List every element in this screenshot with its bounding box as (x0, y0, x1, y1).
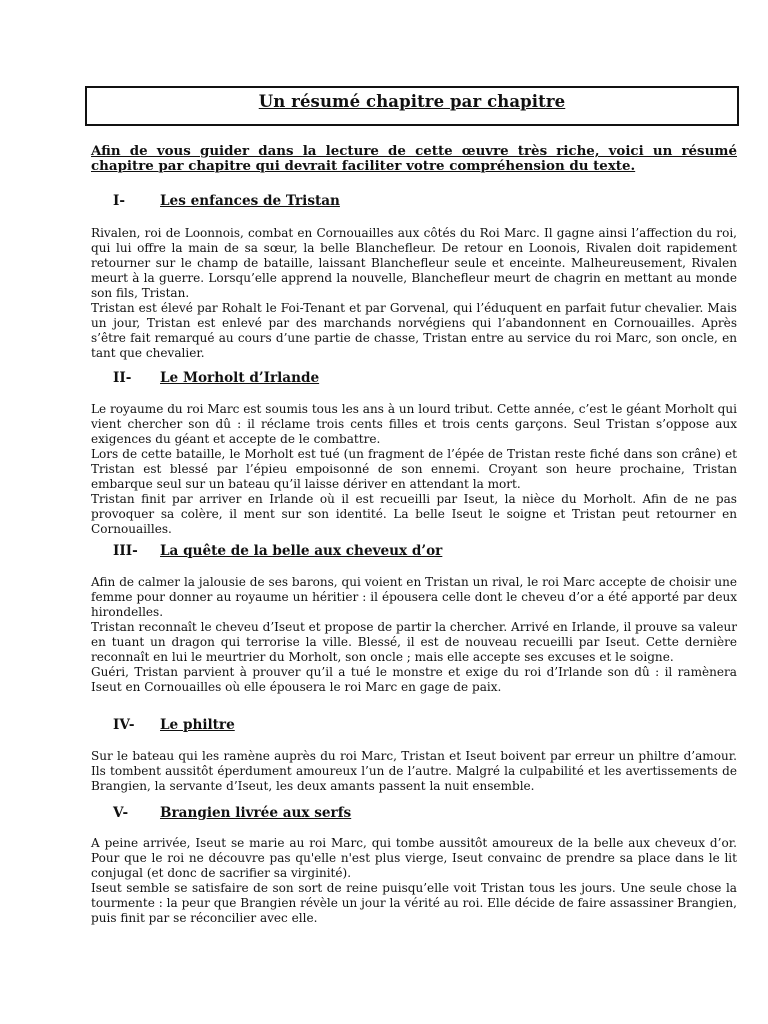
intro-paragraph: Afin de vous guider dans la lecture de cette œuvre très riche, voici un résumé chapitre par chapitre qui devrait faciliter votre compréhension du texte. (91, 143, 737, 174)
section-number: I- (113, 193, 126, 209)
section-heading-1 (113, 193, 340, 209)
section-heading-3 (113, 543, 442, 559)
section-number: II- (113, 370, 132, 386)
section-title: Brangien livrée aux serfs (160, 805, 352, 821)
section-number: III- (113, 543, 138, 559)
section-body-4 (91, 749, 737, 794)
section-title: Le philtre (160, 717, 235, 733)
paragraph: Afin de calmer la jalousie de ses barons, qui voient en Tristan un rival, le roi Marc accepte de choisir une femme pour donner au royaume un héritier : il épousera celle dont le cheveu d’or a été apporté par deux hirondelles. (91, 575, 737, 620)
section-title: La quête de la belle aux cheveux d’or (160, 543, 443, 559)
paragraph: Tristan reconnaît le cheveu d’Iseut et propose de partir la chercher. Arrivé en Irlande, il prouve sa valeur en tuant un dragon qui terrorise la ville. Blessé, il est de nouveau recueilli par Iseut. Cette dernière reconnaît en lui le meurtrier du Morholt, son oncle ; mais elle accepte ses excuses et le soigne. (91, 620, 737, 665)
paragraph: Rivalen, roi de Loonnois, combat en Cornouailles aux côtés du Roi Marc. Il gagne ainsi l’affection du roi, qui lui offre la main de sa sœur, la belle Blanchefleur. De retour en Loonois, Rivalen doit rapidement retourner sur le champ de bataille, laissant Blanchefleur seule et enceinte. Malheureusement, Rivalen meurt à la guerre. Lorsqu’elle apprend la nouvelle, Blanchefleur meurt de chagrin en mettant au monde son fils, Tristan. (91, 226, 737, 301)
paragraph: Iseut semble se satisfaire de son sort de reine puisqu’elle voit Tristan tous les jours. Une seule chose la tourmente : la peur que Brangien révèle un jour la vérité au roi. Elle décide de faire assassiner Brangien, puis finit par se réconcilier avec elle. (91, 881, 737, 926)
section-heading-2 (113, 370, 319, 386)
paragraph: Tristan est élevé par Rohalt le Foi-Tenant et par Gorvenal, qui l’éduquent en parfait futur chevalier. Mais un jour, Tristan est enlevé par des marchands norvégiens qui l’abandonnent en Cornouailles. Après s’être fait remarqué au cours d’une partie de chasse, Tristan entre au service du roi Marc, son oncle, en tant que chevalier. (91, 301, 737, 361)
paragraph: A peine arrivée, Iseut se marie au roi Marc, qui tombe aussitôt amoureux de la belle aux cheveux d’or. Pour que le roi ne découvre pas qu'elle n'est plus vierge, Iseut convainc de prendre sa place dans le lit conjugal (et donc de sacrifier sa virginité). (91, 836, 737, 881)
paragraph: Tristan finit par arriver en Irlande où il est recueilli par Iseut, la nièce du Morholt. Afin de ne pas provoquer sa colère, il ment sur son identité. La belle Iseut le soigne et Tristan peut retourner en Cornouailles. (91, 492, 737, 537)
section-title: Les enfances de Tristan (160, 193, 340, 209)
section-body-3 (91, 575, 737, 695)
section-number: V- (113, 805, 129, 821)
section-body-5 (91, 836, 737, 926)
paragraph: Sur le bateau qui les ramène auprès du roi Marc, Tristan et Iseut boivent par erreur un philtre d’amour. Ils tombent aussitôt éperdument amoureux l’un de l’autre. Malgré la culpabilité et les avertissements de Brangien, la servante d’Iseut, les deux amants passent la nuit ensemble. (91, 749, 737, 794)
section-body-2 (91, 402, 737, 537)
paragraph: Guéri, Tristan parvient à prouver qu’il a tué le monstre et exige du roi d’Irlande son dû : il ramènera Iseut en Cornouailles où elle épousera le roi Marc en gage de paix. (91, 665, 737, 695)
paragraph: Lors de cette bataille, le Morholt est tué (un fragment de l’épée de Tristan reste fiché dans son crâne) et Tristan est blessé par l’épieu empoisonné de son ennemi. Croyant son heure prochaine, Tristan embarque seul sur un bateau qu’il laisse dériver en attendant la mort. (91, 447, 737, 492)
section-body-1 (91, 226, 737, 361)
section-heading-5 (113, 805, 351, 821)
section-number: IV- (113, 717, 135, 733)
title-box (85, 86, 739, 126)
section-title: Le Morholt d’Irlande (160, 370, 320, 386)
page-title: Un résumé chapitre par chapitre (258, 92, 566, 111)
section-heading-4 (113, 717, 235, 733)
paragraph: Le royaume du roi Marc est soumis tous les ans à un lourd tribut. Cette année, c’est le géant Morholt qui vient chercher son dû : il réclame trois cents filles et trois cents garçons. Seul Tristan s’oppose aux exigences du géant et accepte de le combattre. (91, 402, 737, 447)
